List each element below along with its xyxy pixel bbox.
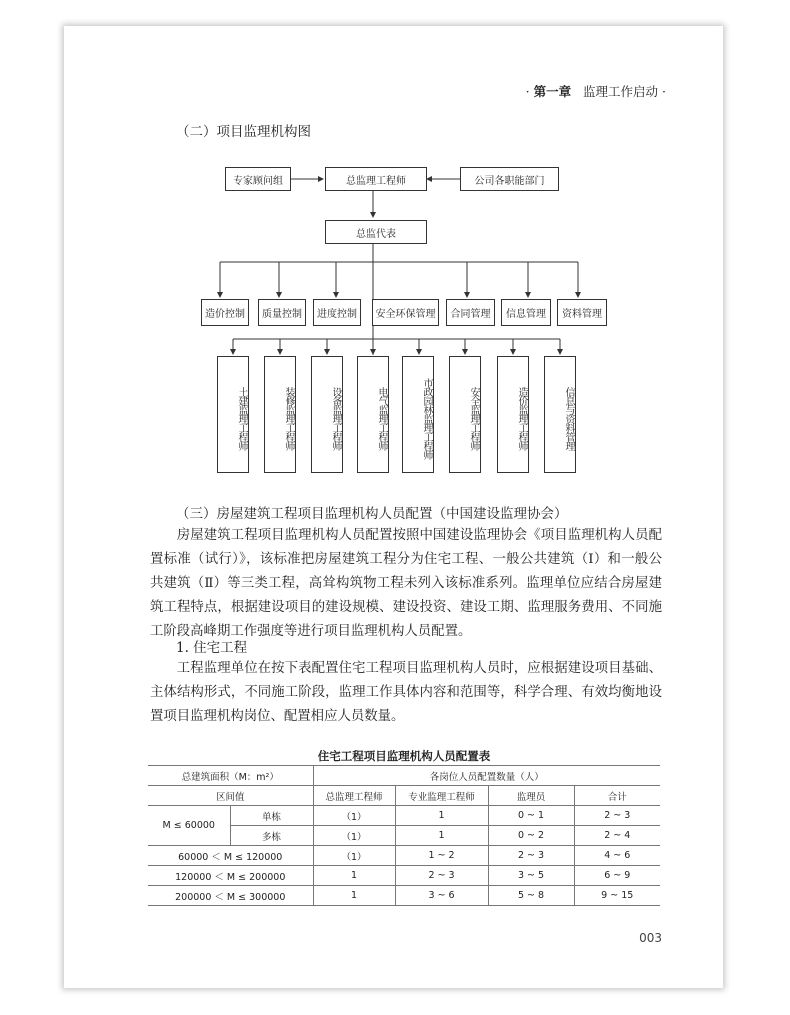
function-box: 资料管理 bbox=[557, 299, 607, 326]
function-box: 安全环保管理 bbox=[372, 299, 439, 326]
supervisor-cell: 0 ~ 1 bbox=[488, 806, 574, 826]
column-header: 合计 bbox=[574, 786, 660, 806]
chief-cell: （1） bbox=[313, 846, 395, 866]
engineer-box: 土建监理工程师 bbox=[217, 356, 249, 473]
function-box: 质量控制 bbox=[258, 299, 306, 326]
specialist-cell: 1 ~ 2 bbox=[395, 846, 488, 866]
range-header: 区间值 bbox=[148, 786, 313, 806]
area-header: 总建筑面积（M：m²） bbox=[148, 766, 313, 786]
engineer-box: 装修监理工程师 bbox=[264, 356, 296, 473]
table-row bbox=[148, 806, 660, 826]
function-box: 造价控制 bbox=[201, 299, 249, 326]
table-header-row bbox=[148, 786, 660, 806]
range-cell: 120000 ＜ M ≤ 200000 bbox=[148, 866, 313, 886]
function-box: 合同管理 bbox=[446, 299, 495, 326]
specialist-cell: 3 ~ 6 bbox=[395, 886, 488, 906]
engineer-box: 设备监理工程师 bbox=[311, 356, 343, 473]
chief-cell: （1） bbox=[313, 826, 395, 846]
engineer-box: 造价监理工程师 bbox=[497, 356, 529, 473]
subsection-paragraph: 工程监理单位在按下表配置住宅工程项目监理机构人员时，应根据建设项目基础、主体结构形式，不同施工阶段，监理工作具体内容和范围等，科学合理、有效均衡地设置项目监理机构岗位、配置相应人员数量。 bbox=[150, 661, 662, 724]
supervisor-cell: 0 ~ 2 bbox=[488, 826, 574, 846]
subsection-body bbox=[150, 657, 662, 729]
engineer-box: 安全监理工程师 bbox=[449, 356, 481, 473]
table-row bbox=[148, 846, 660, 866]
chapter-title: 监理工作启动 bbox=[583, 84, 659, 99]
function-box: 进度控制 bbox=[313, 299, 361, 326]
specialist-cell: 1 bbox=[395, 826, 488, 846]
range-cell: 60000 ＜ M ≤ 120000 bbox=[148, 846, 313, 866]
function-box: 信息管理 bbox=[501, 299, 551, 326]
table-row bbox=[148, 886, 660, 906]
staffing-table bbox=[148, 765, 660, 906]
running-header: · 第一章 监理工作启动 · bbox=[525, 84, 666, 99]
table-title: 住宅工程项目监理机构人员配置表 bbox=[317, 749, 491, 763]
supervisor-cell: 3 ~ 5 bbox=[488, 866, 574, 886]
column-header: 监理员 bbox=[488, 786, 574, 806]
total-cell: 6 ~ 9 bbox=[574, 866, 660, 886]
engineer-box: 电气监理工程师 bbox=[357, 356, 389, 473]
engineer-box: 信息与资料管理 bbox=[544, 356, 576, 473]
subsection-title: 1. 住宅工程 bbox=[176, 640, 248, 656]
chief-cell: 1 bbox=[313, 886, 395, 906]
supervisor-cell: 5 ~ 8 bbox=[488, 886, 574, 906]
section-3-paragraph: 房屋建筑工程项目监理机构人员配置按照中国建设监理协会《项目监理机构人员配置标准（试行）》，该标准把房屋建筑工程分为住宅工程、一般公共建筑（Ⅰ）和一般公共建筑（Ⅱ）等三类工程，高耸构筑物工程未列入该标准系列。监理单位应结合房屋建筑工程特点，根据建设项目的建设规模、建设投资、建设工期、监理服务费用、不同施工阶段高峰期工作强度等进行项目监理机构人员配置。 bbox=[150, 528, 662, 639]
chief-engineer-box: 总监理工程师 bbox=[325, 167, 427, 191]
deputy-box: 总监代表 bbox=[325, 220, 427, 244]
total-cell: 2 ~ 4 bbox=[574, 826, 660, 846]
range-cell: 单栋 bbox=[230, 806, 313, 826]
supervisor-cell: 2 ~ 3 bbox=[488, 846, 574, 866]
specialist-cell: 1 bbox=[395, 806, 488, 826]
chief-cell: （1） bbox=[313, 806, 395, 826]
total-cell: 4 ~ 6 bbox=[574, 846, 660, 866]
column-header: 专业监理工程师 bbox=[395, 786, 488, 806]
engineer-box: 市政园林监理工程师 bbox=[402, 356, 434, 473]
range-cell: 多栋 bbox=[230, 826, 313, 846]
chief-cell: 1 bbox=[313, 866, 395, 886]
table-row bbox=[148, 866, 660, 886]
total-cell: 9 ~ 15 bbox=[574, 886, 660, 906]
range-cell: 200000 ＜ M ≤ 300000 bbox=[148, 886, 313, 906]
table-header-row bbox=[148, 766, 660, 786]
page-number: 003 bbox=[639, 931, 662, 945]
company-departments-box: 公司各职能部门 bbox=[460, 167, 559, 191]
section-3-body bbox=[150, 524, 662, 644]
expert-panel-box: 专家顾问组 bbox=[225, 167, 291, 191]
group-label: M ≤ 60000 bbox=[148, 806, 230, 846]
specialist-cell: 2 ~ 3 bbox=[395, 866, 488, 886]
total-cell: 2 ~ 3 bbox=[574, 806, 660, 826]
section-3-title: （三）房屋建筑工程项目监理机构人员配置（中国建设监理协会） bbox=[176, 506, 568, 522]
section-2-title: （二）项目监理机构图 bbox=[176, 124, 311, 140]
staff-header: 各岗位人员配置数量（人） bbox=[313, 766, 660, 786]
chapter-label: 第一章 bbox=[533, 84, 572, 99]
column-header: 总监理工程师 bbox=[313, 786, 395, 806]
